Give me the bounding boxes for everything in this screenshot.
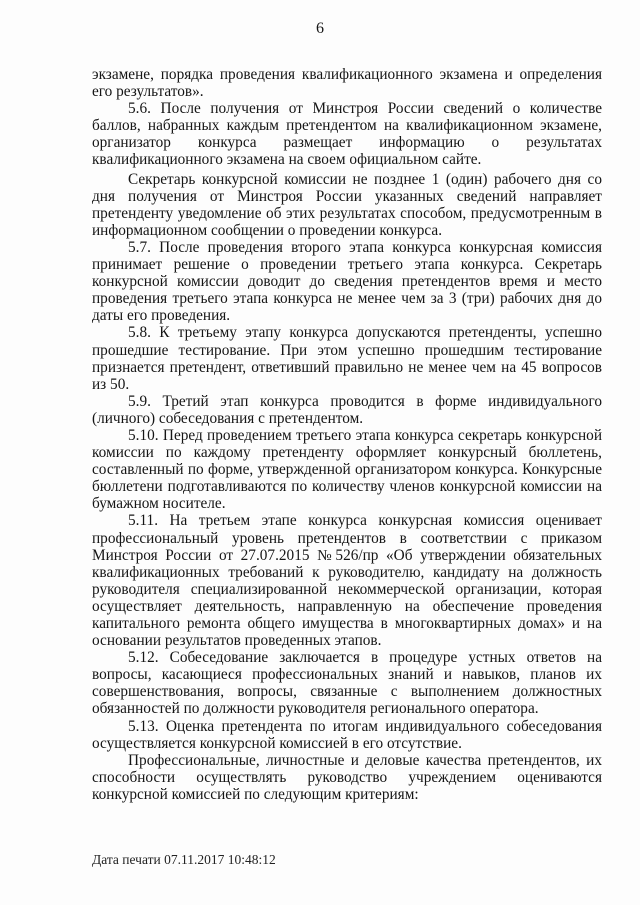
paragraph-5-8: 5.8. К третьему этапу конкурса допускаются претенденты, успешно прошедшие тестирование. При этом успешно прошедшим тестирование признается претендент, ответивший правильно не менее чем на 45 вопросов из 50. [92,324,602,393]
paragraph-secretary-notice: Секретарь конкурсной комиссии не позднее 1 (один) рабочего дня со дня получения от Минстроя России указанных сведений направляет претенденту уведомление об этих результатах способом, предусмотренным в информационном сообщении о проведении конкурса. [92,170,602,239]
paragraph-continuation: экзамене, порядка проведения квалификационного экзамена и определения его результатов». [92,66,602,101]
document-body [92,66,602,803]
paragraph-5-11: 5.11. На третьем этапе конкурса конкурсная комиссия оценивает профессиональный уровень претендентов в соответствии с приказом Минстроя России от 27.07.2015 №526/пр «Об утверждении обязательных квалификационных требований к руководителю, кандидату на должность руководителя специализированной некоммерческой организации, которая осуществляет деятельность, направленную на обеспечение проведения капитального ремонта общего имущества в многоквартирных домах» и на основании результатов проведенных этапов. [92,512,602,650]
print-date-footer: Дата печати 07.11.2017 10:48:12 [92,852,276,867]
paragraph-5-13: 5.13. Оценка претендента по итогам индивидуального собеседования осуществляется конкурсной комиссией в его отсутствие. [92,717,602,752]
paragraph-5-12: 5.12. Собеседование заключается в процедуре устных ответов на вопросы, касающиеся профессиональных знаний и навыков, планов их совершенствования, вопросы, связанные с выполнением должностных обязанностей по должности руководителя регионального оператора. [92,649,602,718]
paragraph-5-6: 5.6. После получения от Минстроя России сведений о количестве баллов, набранных каждым претендентом на квалификационном экзамене, организатор конкурса размещает информацию о результатах квалификационного экзамена на своем официальном сайте. [92,100,602,169]
paragraph-5-9: 5.9. Третий этап конкурса проводится в форме индивидуального (личного) собеседования с претендентом. [92,392,602,427]
paragraph-5-10: 5.10. Перед проведением третьего этапа конкурса секретарь конкурсной комиссии по каждому претенденту оформляет конкурсный бюллетень, составленный по форме, утвержденной организатором конкурса. Конкурсные бюллетени подготавливаются по количеству членов конкурсной комиссии на бумажном носителе. [92,426,602,513]
page-number: 6 [316,20,324,37]
paragraph-5-7: 5.7. После проведения второго этапа конкурса конкурсная комиссия принимает решение о проведении третьего этапа конкурса. Секретарь конкурсной комиссии доводит до сведения претендентов время и место проведения третьего этапа конкурса не менее чем за 3 (три) рабочих дня до даты его проведения. [92,238,602,325]
paragraph-criteria-intro: Профессиональные, личностные и деловые качества претендентов, их способности осуществлять руководство учреждением оцениваются конкурсной комиссией по следующим критериям: [92,751,602,803]
